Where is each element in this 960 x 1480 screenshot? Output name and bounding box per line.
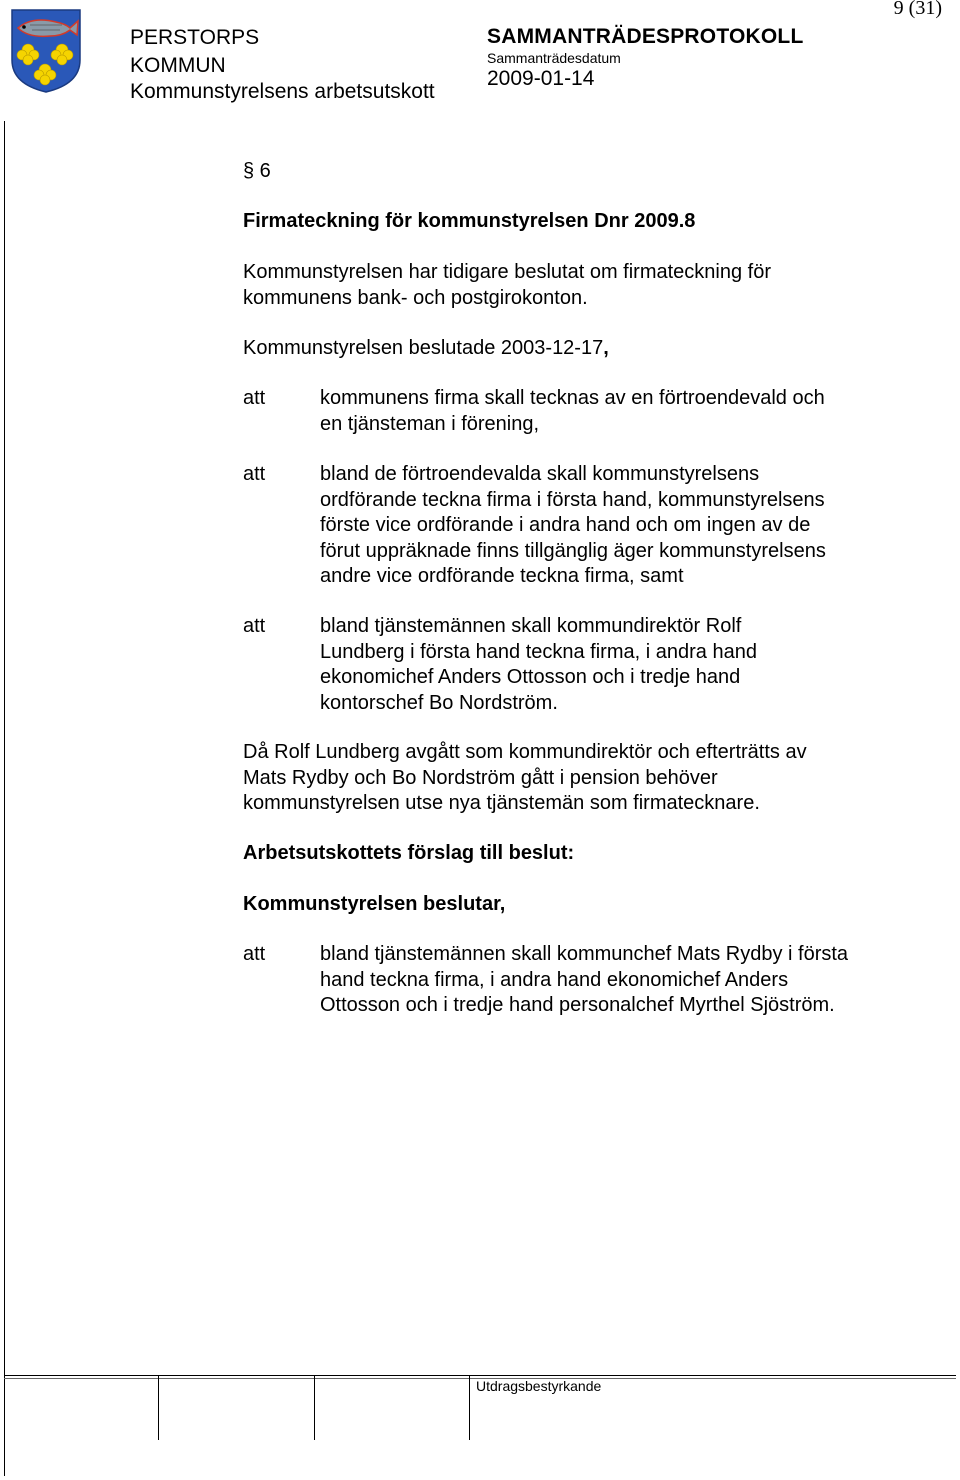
organization-name: PERSTORPS: [130, 26, 260, 49]
section-title: Firmateckning för kommunstyrelsen Dnr 2009.8: [243, 210, 696, 232]
proposal-heading: Arbetsutskottets förslag till beslut:: [243, 842, 575, 864]
decision-heading: Kommunstyrelsen beslutar,: [243, 893, 506, 915]
text-line: kommunstyrelsen utse nya tjänstemän som firmatecknare.: [243, 792, 760, 814]
clause-text: [320, 462, 920, 590]
text-line: Kommunstyrelsen har tidigare beslutat om firmateckning för: [243, 261, 772, 283]
text-line: bland de förtroendevalda skall kommunstyrelsens: [320, 463, 760, 485]
previous-decision-text: Kommunstyrelsen beslutade 2003-12-17: [243, 337, 604, 359]
text-line: Mats Rydby och Bo Nordström gått i pension behöver: [243, 766, 718, 789]
clause-label: att: [243, 615, 266, 637]
clause-label: att: [243, 463, 266, 485]
text-line: förste vice ordförande i andra hand och om ingen av de: [320, 514, 811, 536]
signature-box-divider: [314, 1376, 315, 1440]
paragraph-number: § 6: [243, 160, 271, 182]
clause-text: [320, 386, 920, 437]
text-line: Lundberg i första hand teckna firma, i andra hand: [320, 640, 757, 663]
organization-name-line2: KOMMUN: [130, 54, 226, 77]
text-line: ordförande teckna firma i första hand, kommunstyrelsens: [320, 488, 825, 511]
clause-label: att: [243, 387, 266, 409]
background-paragraph: [243, 740, 807, 817]
clause-text: [320, 614, 920, 716]
text-line: förut uppräknade finns tillgänglig äger kommunstyrelsens: [320, 539, 826, 562]
text-line: kommunens firma skall tecknas av en förtroendevald och: [320, 387, 825, 409]
intro-text: [243, 260, 771, 311]
document-type: SAMMANTRÄDESPROTOKOLL: [487, 25, 804, 48]
coat-of-arms-icon: [10, 8, 82, 94]
text-line: Då Rolf Lundberg avgått som kommundirektör och efterträtts av: [243, 741, 807, 763]
previous-decision-intro: [243, 336, 609, 362]
previous-decision-comma: ,: [603, 337, 609, 359]
page-number: 9 (31): [893, 0, 942, 19]
text-line: Ottosson och i tredje hand personalchef Myrthel Sjöström.: [320, 994, 835, 1016]
text-line: bland tjänstemännen skall kommundirektör Rolf: [320, 615, 742, 637]
text-line: hand teckna firma, i andra hand ekonomichef Anders: [320, 968, 789, 991]
text-line: ekonomichef Anders Ottosson och i tredje hand: [320, 666, 741, 688]
footer-rule-top: [4, 1375, 956, 1376]
signature-box-divider: [158, 1376, 159, 1440]
text-line: kommunens bank- och postgirokonton.: [243, 286, 588, 309]
text-line: bland tjänstemännen skall kommunchef Mats Rydby i första: [320, 943, 849, 965]
committee-name: Kommunstyrelsens arbetsutskott: [130, 80, 435, 103]
meeting-date-label: Sammanträdesdatum: [487, 50, 621, 66]
decision-clause-text: [320, 942, 920, 1019]
certifier-label: Utdragsbestyrkande: [476, 1378, 602, 1394]
text-line: kontorschef Bo Nordström.: [320, 691, 558, 714]
meeting-date: 2009-01-14: [487, 67, 595, 90]
signature-box-divider: [469, 1376, 470, 1440]
text-line: andre vice ordförande teckna firma, samt: [320, 565, 684, 587]
left-margin-line: [4, 121, 5, 1476]
text-line: en tjänsteman i förening,: [320, 412, 540, 435]
decision-clause-label: att: [243, 943, 266, 965]
